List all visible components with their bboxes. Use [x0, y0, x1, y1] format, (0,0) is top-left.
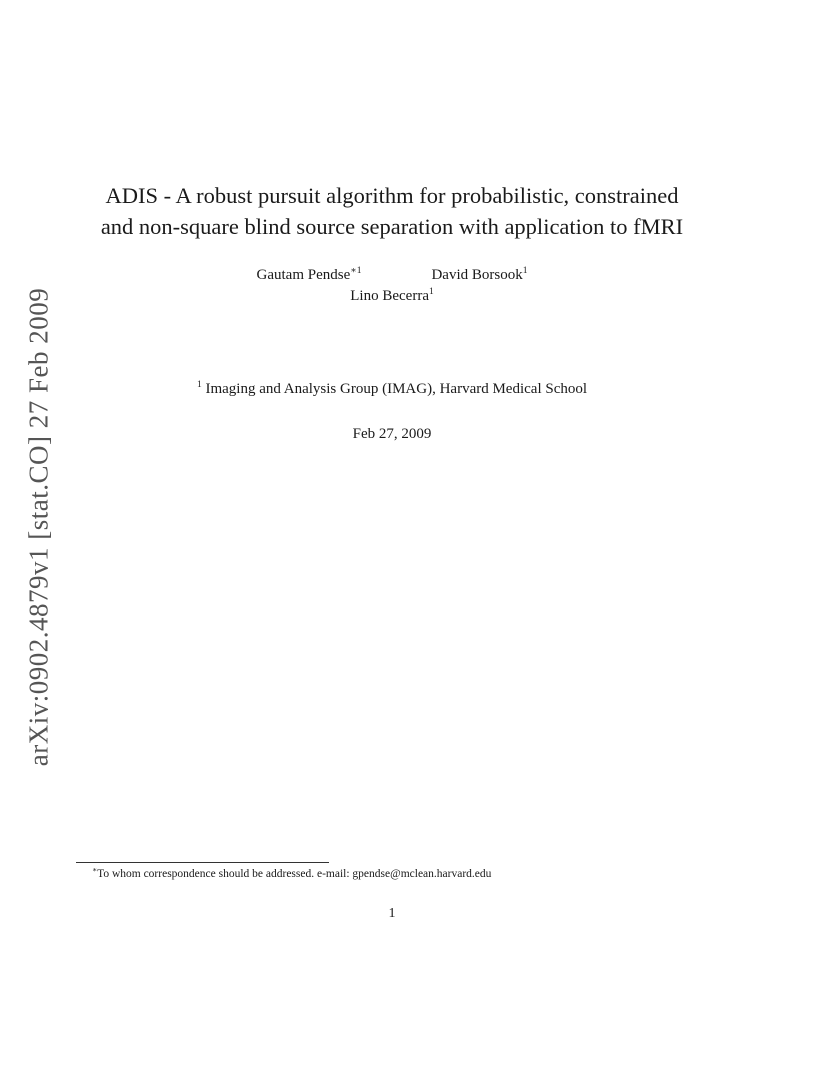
author-1	[257, 267, 362, 284]
author-1-name: Gautam Pendse	[256, 267, 351, 283]
affiliation-mark: 1	[196, 380, 202, 390]
author-2-name: David Borsook	[431, 267, 523, 283]
title-line-2: and non-square blind source separation with application to fMRI	[100, 214, 684, 239]
footnote-mark: ∗	[92, 865, 98, 874]
author-3-name: Lino Becerra	[350, 288, 429, 304]
affiliation	[100, 381, 684, 398]
footnote	[92, 865, 492, 880]
arxiv-stamp: arXiv:0902.4879v1 [stat.CO] 27 Feb 2009	[23, 287, 54, 767]
paper-title	[60, 180, 724, 242]
author-3-mark: 1	[428, 287, 434, 297]
page-number: 1	[388, 906, 396, 921]
author-2	[431, 267, 527, 284]
affiliation-text: Imaging and Analysis Group (IMAG), Harvard Medical School	[205, 381, 588, 397]
author-1-mark: ∗1	[350, 266, 362, 276]
title-line-1: ADIS - A robust pursuit algorithm for probabilistic, constrained	[105, 183, 679, 208]
footnote-rule	[76, 862, 329, 863]
authors-row	[100, 267, 684, 284]
author-3	[100, 288, 684, 305]
paper-date: Feb 27, 2009	[352, 426, 432, 442]
author-2-mark: 1	[522, 266, 528, 276]
footnote-text: To whom correspondence should be addressed. e-mail: gpendse@mclean.harvard.edu	[97, 868, 492, 880]
